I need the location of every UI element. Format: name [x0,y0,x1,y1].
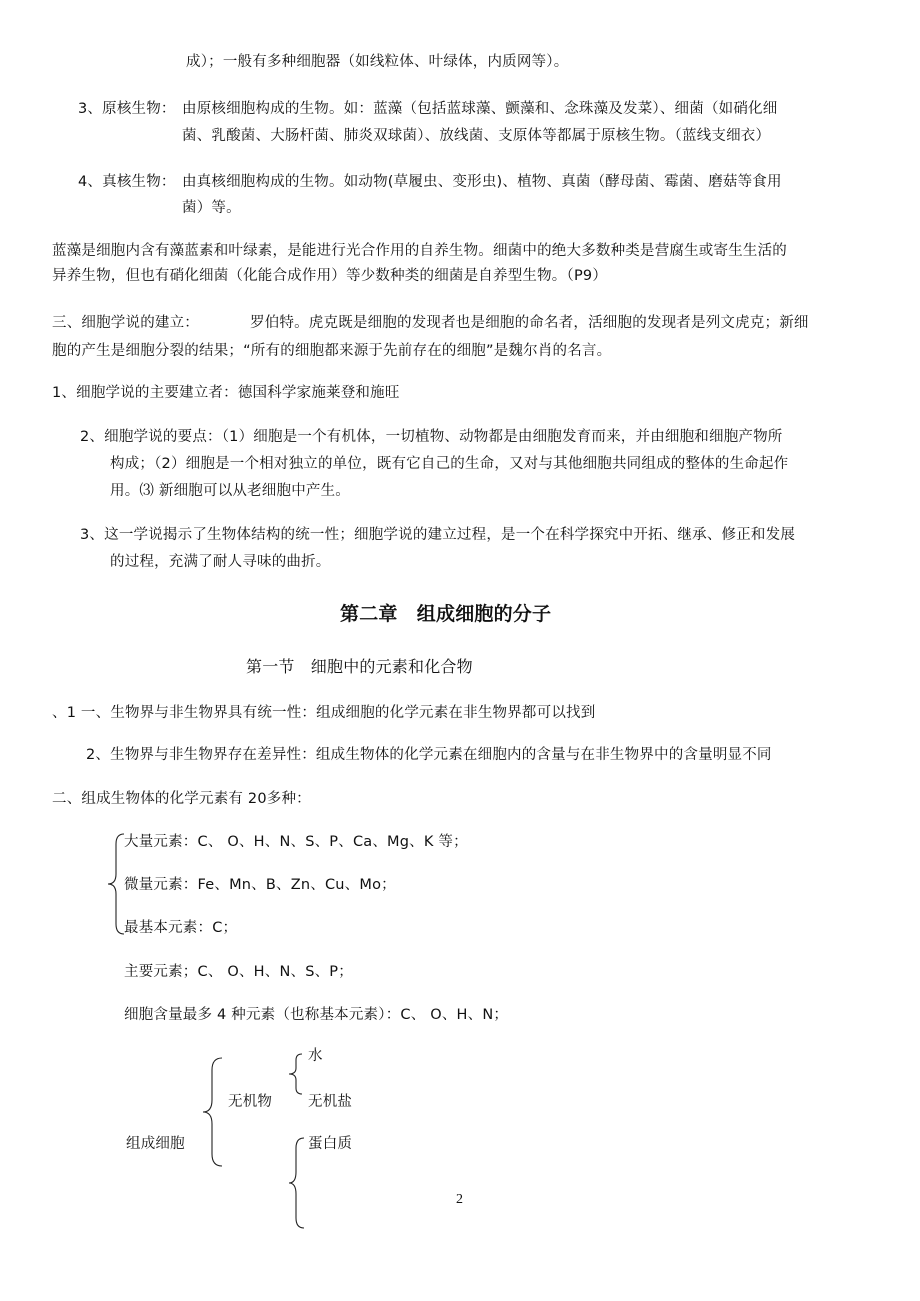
basic-element: 最基本元素：C； [124,920,238,936]
tree-root-cell-composition: 组成细胞 [126,1136,185,1152]
micro-elements: 微量元素：Fe、Mn、B、Zn、Cu、Mo； [124,877,396,893]
paragraph-cyanobacteria-line-2: 异养生物，但也有硝化细菌（化能合成作用）等少数种类的细菌是自养型生物。（P9） [52,268,608,284]
section-3-heading: 三、细胞学说的建立： [52,315,199,331]
item-3-label: 3、原核生物： [78,101,176,117]
section-3-line-1: 罗伯特。虎克既是细胞的发现者也是细胞的命名者，活细胞的发现者是列文虎克；新细 [250,315,809,331]
inorganic-brace [286,1052,304,1096]
macro-elements: 大量元素：C、 O、H、N、S、P、Ca、Mg、K 等； [124,834,468,850]
cell-theory-points-line-3: 用。⑶ 新细胞可以从老细胞中产生。 [110,483,351,499]
unity-statement: 、1 一、生物界与非生物界具有统一性：组成细胞的化学元素在非生物界都可以找到 [52,705,596,721]
item-4-label: 4、真核生物： [78,174,176,190]
item-3-line-2: 菌、乳酸菌、大肠杆菌、肺炎双球菌）、放线菌、支原体等都属于原核生物。（蓝线支细衣） [182,128,771,144]
text-line-organelles: 成）；一般有多种细胞器（如线粒体、叶绿体，内质网等）。 [186,54,569,70]
organic-brace [286,1136,306,1230]
tree-protein: 蛋白质 [308,1136,353,1152]
cell-theory-significance-line-2: 的过程，充满了耐人寻味的曲折。 [110,554,331,570]
item-4-line-1: 由真核细胞构成的生物。如动物(草履虫、变形虫)、植物、真菌（酵母菌、霉菌、磨菇等食用 [182,174,782,190]
difference-statement: 2、生物界与非生物界存在差异性：组成生物体的化学元素在细胞内的含量与在非生物界中的含量明显不同 [86,747,772,763]
cell-theory-significance-line-1: 3、这一学说揭示了生物体结构的统一性；细胞学说的建立过程，是一个在科学探究中开拓、继承、修正和发展 [80,527,796,543]
chapter-title: 第二章 组成细胞的分子 [340,603,552,625]
cell-theory-points-line-2: 构成；（2）细胞是一个相对独立的单位，既有它自己的生命，又对与其他细胞共同组成的整体的生命起作 [110,456,789,472]
elements-heading: 二、组成生物体的化学元素有 20多种： [52,791,311,807]
top-four-elements: 细胞含量最多 4 种元素（也称基本元素）：C、 O、H、N； [124,1007,509,1023]
tree-water: 水 [308,1048,323,1064]
item-4-line-2: 菌）等。 [182,200,241,216]
page-number: 2 [456,1192,464,1207]
elements-brace [104,832,126,936]
tree-inorganic: 无机物 [228,1094,273,1110]
cell-composition-brace [200,1056,224,1168]
cell-theory-points-line-1: 2、细胞学说的要点：（1）细胞是一个有机体，一切植物、动物都是由细胞发育而来，并由细胞和细胞产物所 [80,429,783,445]
item-3-line-1: 由原核细胞构成的生物。如：蓝藻（包括蓝球藻、颤藻和、念珠藻及发菜）、细菌（如硝化细 [182,101,778,117]
paragraph-cyanobacteria-line-1: 蓝藻是细胞内含有藻蓝素和叶绿素，是能进行光合作用的自养生物。细菌中的绝大多数种类是营腐生或寄生生活的 [52,243,787,259]
section-3-line-2: 胞的产生是细胞分裂的结果；“所有的细胞都来源于先前存在的细胞”是魏尔肖的名言。 [52,343,612,359]
tree-inorganic-salt: 无机盐 [308,1094,353,1110]
cell-theory-founders: 1、细胞学说的主要建立者：德国科学家施莱登和施旺 [52,385,400,401]
main-elements: 主要元素；C、 O、H、N、S、P； [124,964,353,980]
section-title: 第一节 细胞中的元素和化合物 [246,657,473,676]
